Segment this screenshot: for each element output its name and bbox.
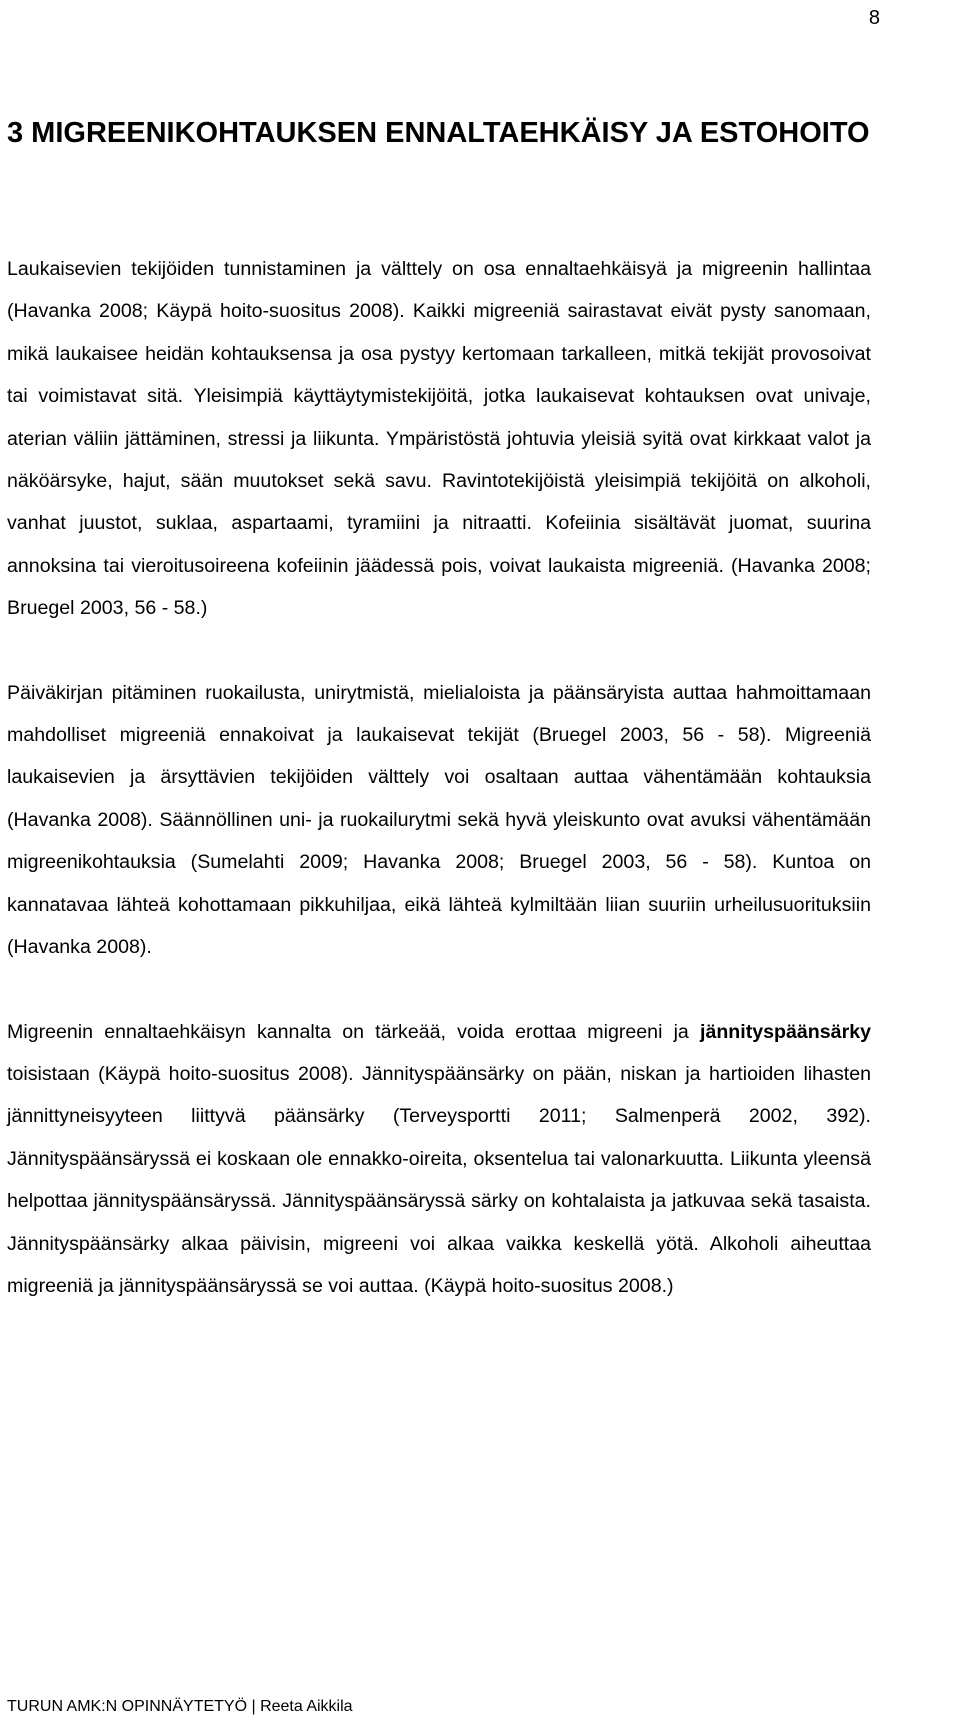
- paragraph-text-after: toisistaan (Käypä hoito-suositus 2008). Jännityspäänsärky on pään, niskan ja hartioiden lihasten jännittyneisyyteen liittyvä päänsärky (Terveysportti 2011; Salmenperä 2002, 392). Jännityspäänsäryssä ei koskaan ole ennakko-oireita, oksentelua tai valonarkuutta. Liikunta yleensä helpottaa jännityspäänsäryssä. Jännityspäänsäryssä särky on kohtalaista ja jatkuvaa sekä tasaista. Jännityspäänsärky alkaa päivisin, migreeni voi alkaa vaikka keskellä yötä. Alkoholi aiheuttaa migreeniä ja jännityspäänsäryssä se voi auttaa. (Käypä hoito-suositus 2008.): [7, 1062, 871, 1297]
- paragraph-tension-headache: [7, 1011, 871, 1308]
- page-number: 8: [868, 7, 880, 29]
- body-text: [7, 248, 871, 1307]
- page-footer: TURUN AMK:N OPINNÄYTETYÖ | Reeta Aikkila: [7, 1698, 353, 1715]
- paragraph-text-before: Migreenin ennaltaehkäisyn kannalta on tärkeää, voida erottaa migreeni ja: [7, 1020, 700, 1043]
- paragraph-diary: Päiväkirjan pitäminen ruokailusta, unirytmistä, mielialoista ja päänsäryista auttaa hahmoittamaan mahdolliset migreeniä ennakoivat ja laukaisevat tekijät (Bruegel 2003, 56 - 58). Migreeniä laukaisevien ja ärsyttävien tekijöiden välttely voi osaltaan auttaa vähentämään kohtauksia (Havanka 2008). Säännöllinen uni- ja ruokailurytmi sekä hyvä yleiskunto ovat avuksi vähentämään migreenikohtauksia (Sumelahti 2009; Havanka 2008; Bruegel 2003, 56 - 58). Kuntoa on kannatavaa lähteä kohottamaan pikkuhiljaa, eikä lähteä kylmiltään liian suuriin urheilusuorituksiin (Havanka 2008).: [7, 681, 871, 959]
- paragraph-triggers: Laukaisevien tekijöiden tunnistaminen ja välttely on osa ennaltaehkäisyä ja migreenin hallintaa (Havanka 2008; Käypä hoito-suositus 2008). Kaikki migreeniä sairastavat eivät pysty sanomaan, mikä laukaisee heidän kohtauksensa ja osa pystyy kertomaan tarkalleen, mitkä tekijät provosoivat tai voimistavat sitä. Yleisimpiä käyttäytymistekijöitä, jotka laukaisevat kohtauksen ovat univaje, aterian väliin jättäminen, stressi ja liikunta. Ympäristöstä johtuvia yleisiä syitä ovat kirkkaat valot ja näköärsyke, hajut, sään muutokset sekä savu. Ravintotekijöistä yleisimpiä tekijöitä on alkoholi, vanhat juustot, suklaa, aspartaami, tyramiini ja nitraatti. Kofeiinia sisältävät juomat, suurina annoksina tai vieroitusoireena kofeiinin jäädessä pois, voivat laukaista migreeniä. (Havanka 2008; Bruegel 2003, 56 - 58.): [7, 258, 871, 620]
- chapter-heading: 3 MIGREENIKOHTAUKSEN ENNALTAEHKÄISY JA ESTOHOITO: [7, 117, 870, 149]
- bold-term: jännityspäänsärky: [700, 1020, 871, 1043]
